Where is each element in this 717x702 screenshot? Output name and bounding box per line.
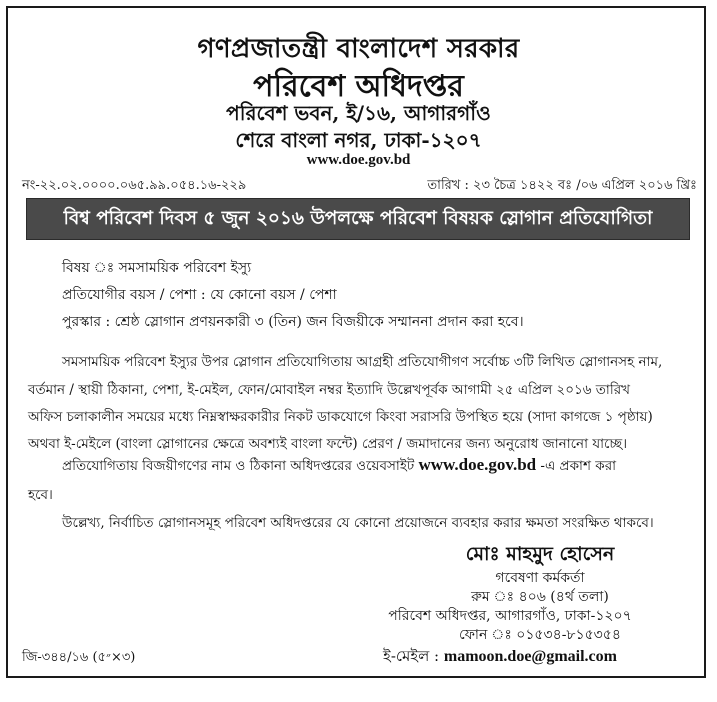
- paragraph-1-line-4: অথবা ই-মেইলে (বাংলা স্লোগানের ক্ষেত্রে অবশ্যই বাংলা ফন্টে) প্রেরণ / জমাদানের জন্য অনুরোধ জানানো যাচ্ছে।: [28, 436, 628, 452]
- paragraph-2-line-2: হবে।: [28, 487, 53, 503]
- email-link[interactable]: mamoon.doe@gmail.com: [443, 648, 617, 665]
- email-label: ই-মেইল :: [383, 647, 444, 665]
- subject-line: বিষয় ঃ সমসাময়িক পরিবেশ ইস্যু: [62, 260, 252, 276]
- signatory-designation: গবেষণা কর্মকর্তা: [495, 570, 585, 586]
- ad-code: জি-৩৪৪/১৬ (৫״×৩): [22, 650, 136, 665]
- address-line-2: শেরে বাংলা নগর, ঢাকা-১২০৭: [235, 128, 482, 152]
- paragraph-2-line-1: [62, 455, 616, 478]
- signatory-name: মোঃ মাহমুদ হোসেন: [465, 543, 615, 565]
- signatory-email-line: [345, 645, 655, 670]
- paragraph-1-line-2: বর্তমান / স্থায়ী ঠিকানা, পেশা, ই-মেইল, ফোন/মোবাইল নম্বর ইত্যাদি উল্লেখপূর্বক আগামী ২৫ এপ্রিল ২০১৬ তারিখ: [28, 382, 630, 398]
- prize-line: পুরস্কার : শ্রেষ্ঠ স্লোগান প্রণয়নকারী ৩ (তিন) জন বিজয়ীকে সম্মাননা প্রদান করা হবে।: [62, 314, 524, 330]
- signatory-room: রুম ঃ ৪০৬ (৪র্থ তলা): [471, 589, 609, 605]
- banner-title: বিশ্ব পরিবেশ দিবস ৫ জুন ২০১৬ উপলক্ষে পরিবেশ বিষয়ক স্লোগান প্রতিযোগিতা: [63, 207, 653, 229]
- signatory-phone: ফোন ঃ ০১৫৩৪-৮১৫৩৫৪: [459, 627, 621, 643]
- address-line-1: পরিবেশ ভবন, ই/১৬, আগারগাঁও: [226, 101, 491, 125]
- paragraph-2-text-before: প্রতিযোগিতায় বিজয়ীগণের নাম ও ঠিকানা অধিদপ্তরের ওয়েবসাইট: [62, 458, 419, 474]
- paragraph-1-line-3: অফিস চলাকালীন সময়ের মধ্যে নিম্নস্বাক্ষরকারীর নিকট ডাকযোগে কিংবা সরাসরি উপস্থিত হয়ে (সাদা কাগজে ১ পৃষ্ঠায়): [28, 409, 653, 425]
- website-link[interactable]: www.doe.gov.bd: [306, 152, 411, 168]
- contest-banner: [26, 198, 690, 240]
- paragraph-1-line-1: সমসাময়িক পরিবেশ ইস্যুর উপর স্লোগান প্রতিযোগিতায় আগ্রহী প্রতিযোগীগণ সর্বোচ্চ ৩টি লিখিত স্লোগানসহ নাম,: [62, 354, 663, 370]
- signatory-office: পরিবেশ অধিদপ্তর, আগারগাঁও, ঢাকা-১২০৭: [388, 608, 632, 624]
- eligibility-line: প্রতিযোগীর বয়স / পেশা : যে কোনো বয়স / পেশা: [62, 287, 337, 303]
- department-title: পরিবেশ অধিদপ্তর: [253, 69, 464, 104]
- paragraph-2-website-link[interactable]: www.doe.gov.bd: [418, 455, 537, 474]
- reference-number: নং-২২.০২.০০০০.০৬৫.৯৯.০৫৪.১৬-২২৯: [22, 178, 247, 193]
- reference-date: তারিখ : ২৩ চৈত্র ১৪২২ বঃ /০৬ এপ্রিল ২০১৬ খ্রিঃ: [427, 178, 697, 193]
- paragraph-3: উল্লেখ্য, নির্বাচিত স্লোগানসমূহ পরিবেশ অধিদপ্তরের যে কোনো প্রয়োজনে ব্যবহার করার ক্ষমতা সংরক্ষিত থাকবে।: [62, 515, 654, 531]
- government-title: গণপ্রজাতন্ত্রী বাংলাদেশ সরকার: [197, 34, 520, 64]
- paragraph-2-text-after: -এ প্রকাশ করা: [536, 458, 617, 474]
